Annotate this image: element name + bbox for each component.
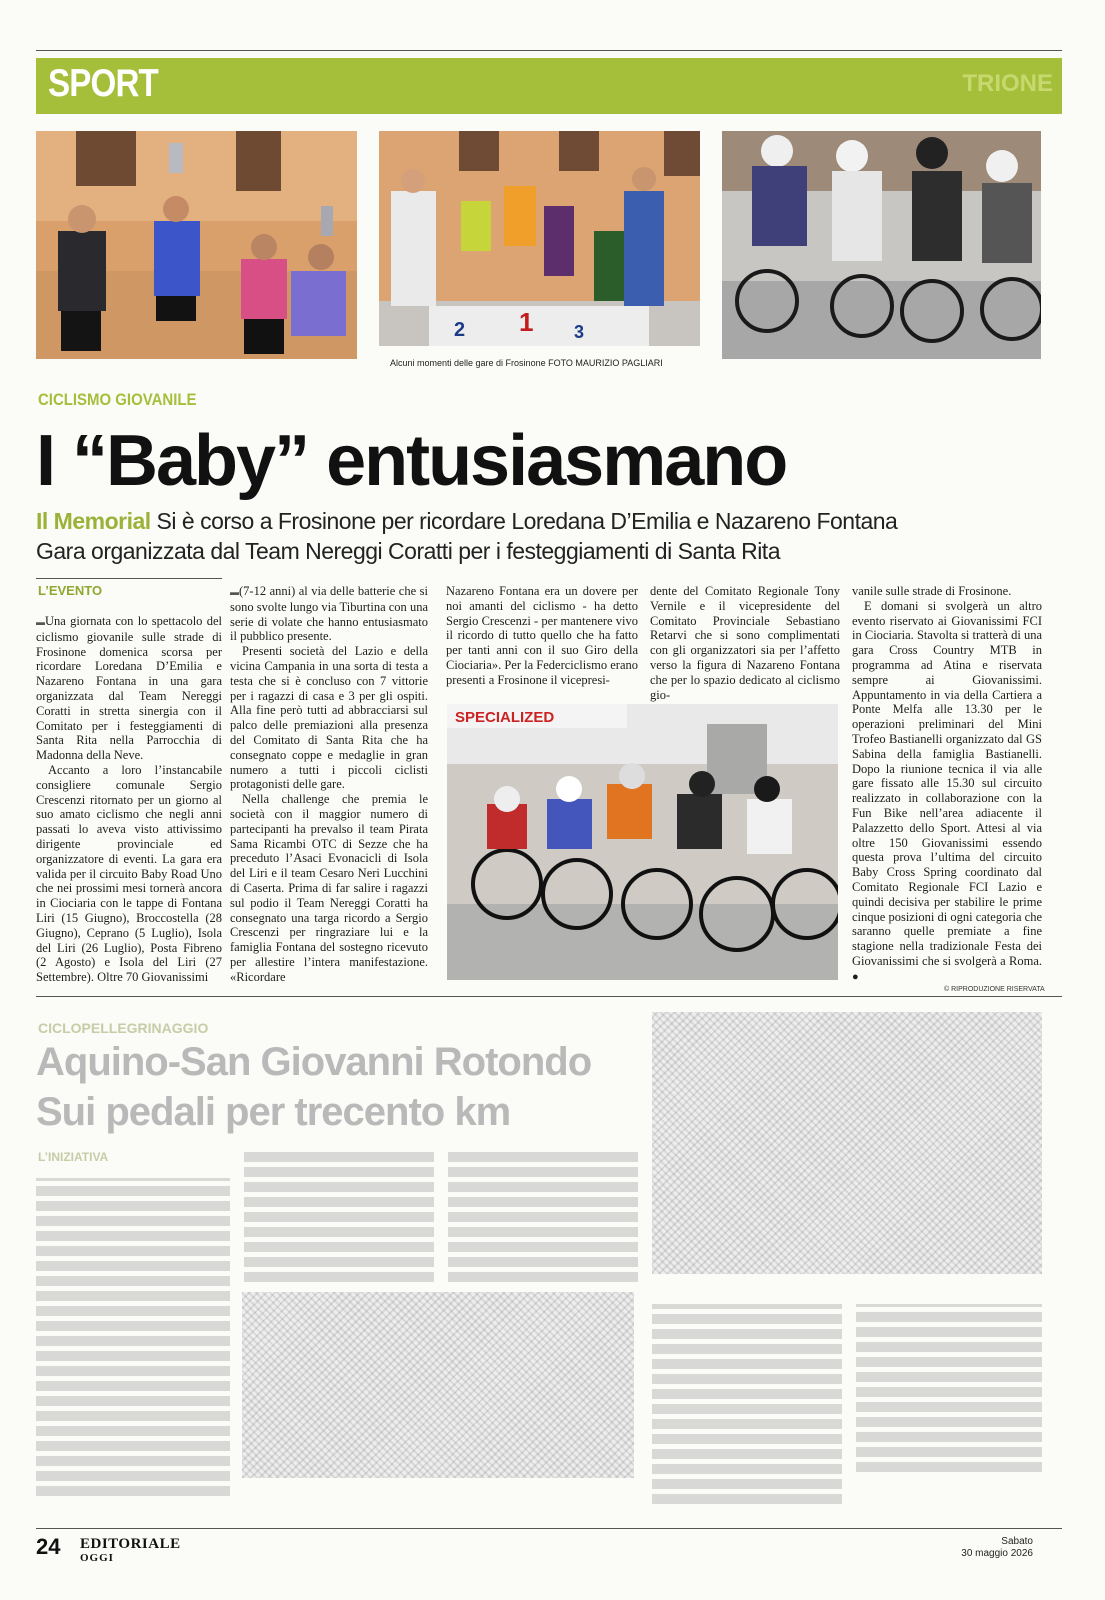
article-bottom-rule [36,996,1062,997]
photo-podium-left [36,131,357,359]
newspaper-brand: EDITORIALE [80,1536,181,1552]
top-rule [36,50,1062,51]
photo-caption: Alcuni momenti delle gare di Frosinone FOTO MAURIZIO PAGLIARI [390,358,663,368]
paragraph: Accanto a loro l’instancabile consigliere comunale Sergio Crescenzi ritornato per un giorno al suo amato ciclismo che negli anni passati lo aveva visto attivissimo dirigente provinciale ed organizzatore di eventi. La gara era valida per il circuito Baby Road Uno che nei prossimi mesi tornerà ancora in Ciociaria con le tappe di Fontana Liri (15 Giugno), Broccostella (28 Giugno), Ceprano (5 Luglio), Isola del Liri (26 Luglio), Posta Fibreno (2 Agosto) e Isola del Liri (27 Settembre). Oltre 70 Giovanissimi [36,762,222,985]
article-column-2 [230,584,428,985]
end-mark: ● [852,970,859,983]
paragraph [852,599,1042,985]
subheadline-label: Il Memorial [36,508,151,534]
paragraph: Presenti società del Lazio e della vicina Campania in una sorta di testa a testa che si è concluso con 7 vittorie per i ragazzi di casa e 3 per gli ospiti. Alla fine però tutti ad abbracciarsi sul palco delle premiazioni alla presenza del Comitato di Santa Rita che ha consegnato coppe e medaglie in gran numero a tutti i piccoli ciclisti protagonisti delle gare. [230,644,428,792]
second-article-column-2 [244,1150,434,1282]
paragraph: dente del Comitato Regionale Tony Vernile e il vicepresidente del Comitato Provinciale Sebastiano Retarvi che si sono complimentati con gli organizzatori sia per l’affetto verso la figura di Nazareno Fontana che per lo spazio dedicato al ciclismo gio- [650,584,840,702]
reproduction-notice: © RIPRODUZIONE RISERVATA [944,986,1045,993]
paragraph: vanile sulle strade di Frosinone. [852,584,1012,598]
section-title: SPORT [48,62,158,105]
footer-day: Sabato [1001,1536,1033,1547]
footer-date-value: 30 maggio 2026 [961,1548,1033,1559]
second-article-headline-1: Aquino-San Giovanni Rotondo [36,1040,592,1084]
second-article-column-3 [448,1150,638,1282]
second-article-photo [652,1012,1042,1274]
page-number: 24 [36,1534,61,1559]
footer-date [961,1536,1033,1560]
article-column-1 [36,614,222,985]
photo-podium-center [379,131,700,346]
second-article-headline-2: Sui pedali per trecento km [36,1090,511,1134]
section-band [36,58,1062,114]
subheadline-text-1: Si è corso a Frosinone per ricordare Loredana D’Emilia e Nazareno Fontana [156,508,898,534]
second-article-column-5 [856,1304,1042,1472]
second-article-column-4 [652,1304,842,1504]
paragraph: ▬ (7-12 anni) al via delle batterie che si sono svolte lungo via Tiburtina con una serie di volate che hanno entusiasmato il pubblico presente. [230,584,428,644]
photo-race-action [447,704,838,980]
paragraph: ▬ Una giornata con lo spettacolo del ciclismo giovanile sulle strade di Frosinone domenica scorsa per ricordare Loredana D’Emilia e Nazareno Fontana in una gara organizzata dal Team Nereggi Coratti in stretta sinergia con il Comitato per i festeggiamenti di Santa Rita nella Parrocchia di Madonna della Neve. [36,614,222,763]
second-article-photo-2 [242,1292,634,1478]
event-label: L’EVENTO [38,583,103,598]
article-subheadline-1 [36,508,897,535]
paragraph: Nella challenge che premia le società con il maggior numero di partecipanti ha prevalso il team Pirata Sama Ricambi OTC di Sezze che ha preceduto l’Asaci Evonacicli di Isola del Liri e il team Cesaro Neri Lucchini di Caserta. Prima di far salire i ragazzi sul podio il Team Nereggi Coratti ha consegnato una targa ricordo a Sergio Crescenzi per ringraziare lui e la famiglia Fontana del sostegno ricevuto per allestire l’intera manifestazione. «Ricordare [230,792,428,984]
paragraph-text: E domani si svolgerà un altro evento riservato ai Giovanissimi FCI in Ciociaria. Stavolta si tratterà di una gara Cross Country MTB in programma ad Atina e riservata sempre ai Giovanissimi. Appuntamento in via della Cartiera a Ponte Melfa alle 13.30 per le operazioni preliminari del Mini Trofeo Bastianelli organizzato dal GS Sabina della famiglia Bastianelli. Dopo la riunione tecnica il via alle gare fissato alle 15.30 sul circuito realizzato in collaborazione con la Fun Bike nell’area adiacente il Palazzetto dello Sport. Attesi al via oltre 150 Giovanissimi essendo questa prova l’ultima del circuito Baby Cross Spring coordinato dal Comitato Regionale FCI Lazio e quindi decisiva per stabilire le prime cinque posizioni di ogni categoria che saranno quelle premiate a fine stagione nella tradizionale Festa dei Giovanissimi che si svolgerà a Roma. [852,598,1042,968]
article-subheadline-2: Gara organizzata dal Team Nereggi Coratti per i festeggiamenti di Santa Rita [36,538,780,564]
section-ghost-text: TRIONE [962,70,1053,97]
article-column-3 [446,584,638,688]
second-article-kicker: CICLOPELLEGRINAGGIO [38,1020,209,1036]
second-article-label: L’INIZIATIVA [38,1150,109,1164]
svg-text:2: 2 [454,319,466,341]
newspaper-brand-sub: OGGI [80,1552,114,1564]
article-column-4 [650,584,840,702]
second-article-column-1 [36,1178,230,1496]
sub-rule [36,578,222,579]
footer-rule [36,1528,1062,1529]
paragraph: Nazareno Fontana era un dovere per noi amanti del ciclismo - ha detto Sergio Crescenzi - per mantenere vivo il ricordo di tutto quello che ha fatto per tanti anni con il suo Giro della Ciociaria». Per la Federciclismo erano presenti a Frosinone il vicepresi- [446,584,638,687]
article-column-5 [852,584,1042,985]
svg-text:3: 3 [574,322,585,342]
svg-text:SPECIALIZED: SPECIALIZED [455,709,555,726]
svg-text:1: 1 [519,307,534,337]
article-headline: I “Baby” entusiasmano [36,421,787,501]
article-kicker: CICLISMO GIOVANILE [38,390,197,409]
photo-riders-start [722,131,1041,359]
